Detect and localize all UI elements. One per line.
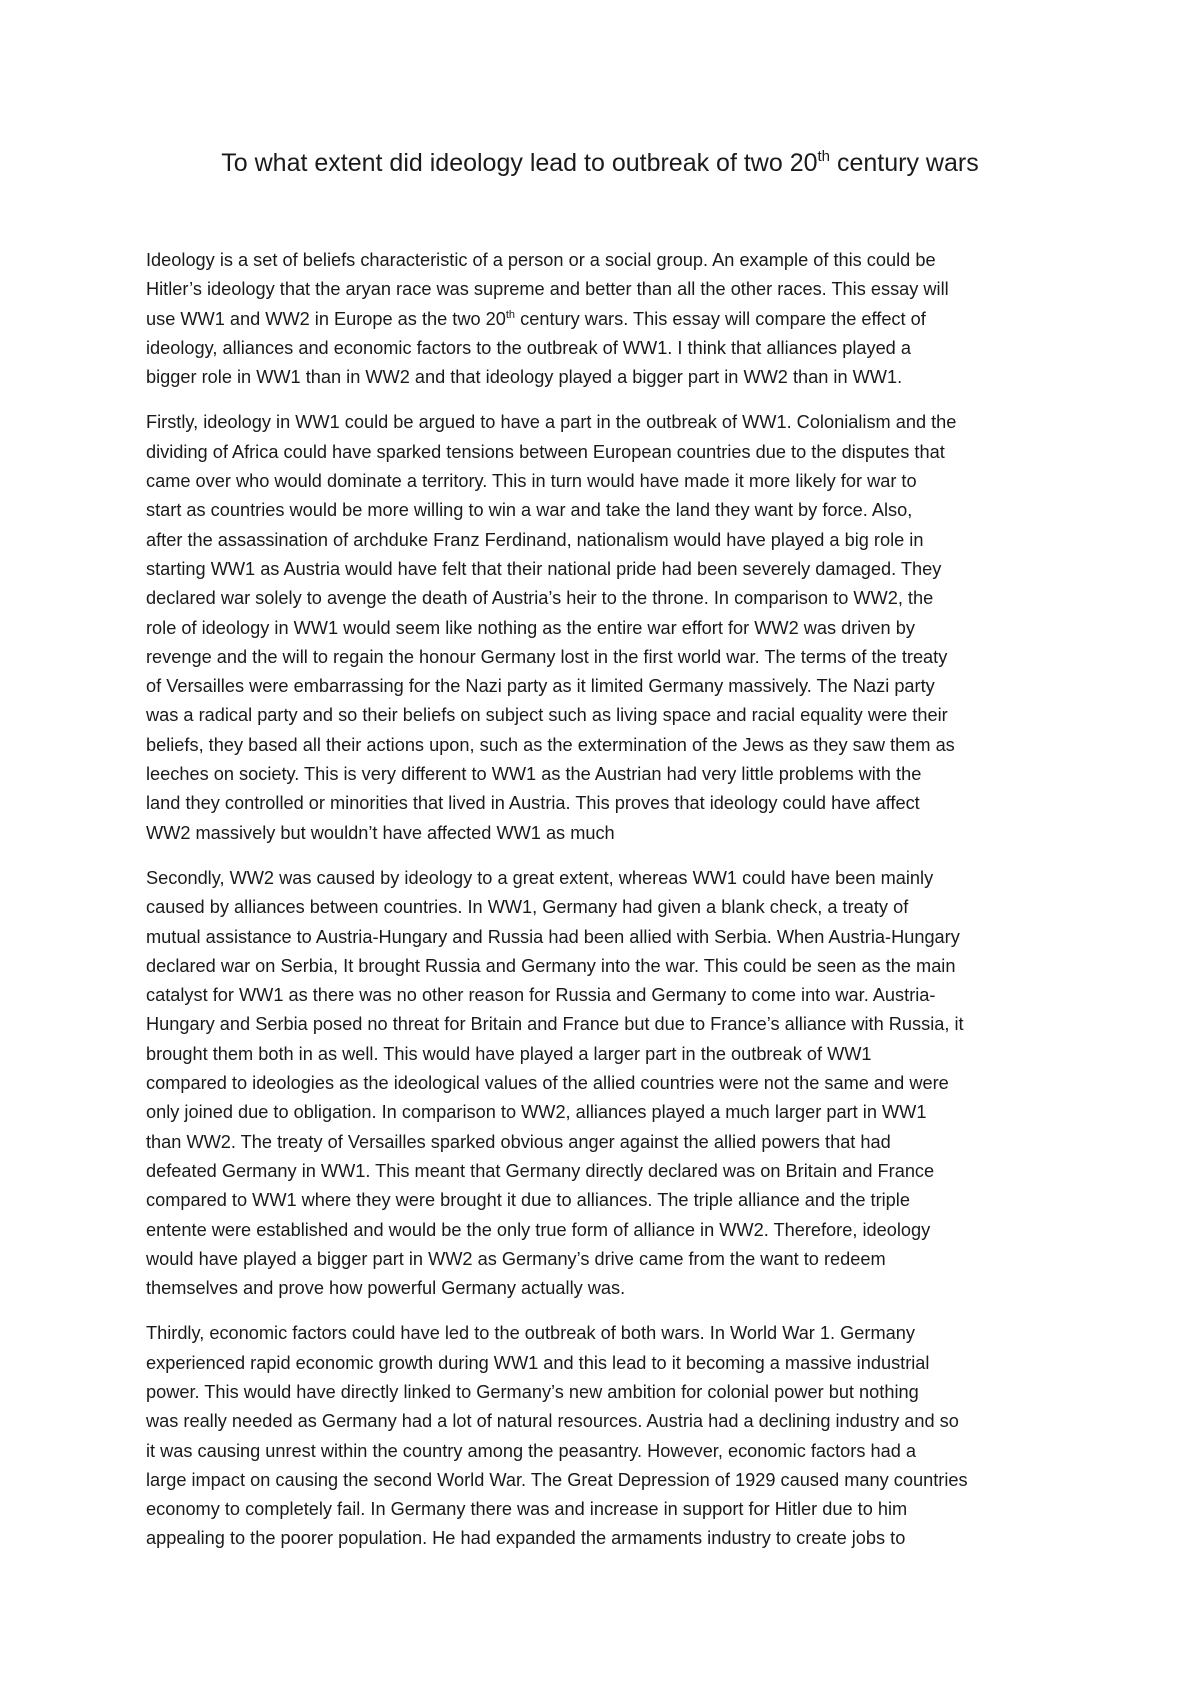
paragraph-line: Secondly, WW2 was caused by ideology to a great extent, whereas WW1 could have been mainly <box>146 867 934 888</box>
paragraph-line: would have played a bigger part in WW2 as Germany’s drive came from the want to redeem <box>146 1248 886 1269</box>
paragraph-line: power. This would have directly linked to Germany’s new ambition for colonial power but nothing <box>146 1381 919 1402</box>
paragraph-line: economy to completely fail. In Germany there was and increase in support for Hitler due to him <box>146 1499 908 1520</box>
paragraph-line: Thirdly, economic factors could have led to the outbreak of both wars. In World War 1. Germany <box>146 1323 915 1344</box>
essay-body <box>146 246 1071 1570</box>
paragraph-line: was a radical party and so their beliefs on subject such as living space and racial equality were their <box>146 705 948 726</box>
paragraph-line: came over who would dominate a territory. This in turn would have made it more likely for war to <box>146 471 917 492</box>
essay-paragraph <box>146 864 1071 1303</box>
essay-title <box>0 147 1200 179</box>
paragraph-line: declared war solely to avenge the death of Austria’s heir to the throne. In comparison to WW2, the <box>146 588 934 609</box>
paragraph-line: bigger role in WW1 than in WW2 and that ideology played a bigger part in WW2 than in WW1. <box>146 367 903 388</box>
paragraph-line: only joined due to obligation. In comparison to WW2, alliances played a much larger part in WW1 <box>146 1102 927 1123</box>
paragraph-line: WW2 massively but wouldn’t have affected WW1 as much <box>146 822 615 843</box>
paragraph-line: revenge and the will to regain the honour Germany lost in the first world war. The terms of the treaty <box>146 646 948 667</box>
essay-title-text: To what extent did ideology lead to outbreak of two 20 <box>221 149 818 177</box>
paragraph-line: was really needed as Germany had a lot of natural resources. Austria had a declining industry and so <box>146 1411 959 1432</box>
paragraph-line: compared to ideologies as the ideological values of the allied countries were not the same and were <box>146 1073 949 1094</box>
paragraph-line: themselves and prove how powerful Germany actually was. <box>146 1278 626 1299</box>
paragraph-line: starting WW1 as Austria would have felt that their national pride had been severely damaged. They <box>146 558 942 579</box>
essay-paragraph <box>146 1319 1071 1553</box>
line-text: use WW1 and WW2 in Europe as the two 20 <box>146 308 506 329</box>
line-text: century wars. This essay will compare the effect of <box>515 308 926 329</box>
paragraph-line: leeches on society. This is very different to WW1 as the Austrian had very little problems with the <box>146 764 922 785</box>
paragraph-line: large impact on causing the second World War. The Great Depression of 1929 caused many countries <box>146 1469 968 1490</box>
essay-title-superscript: th <box>817 147 831 165</box>
essay-paragraph <box>146 408 1071 847</box>
paragraph-line: caused by alliances between countries. In WW1, Germany had given a blank check, a treaty of <box>146 897 909 918</box>
paragraph-line: after the assassination of archduke Franz Ferdinand, nationalism would have played a big role in <box>146 529 924 550</box>
paragraph-line: start as countries would be more willing to win a war and take the land they want by force. Also, <box>146 500 913 521</box>
paragraph-line: declared war on Serbia, It brought Russia and Germany into the war. This could be seen as the main <box>146 955 956 976</box>
paragraph-line: of Versailles were embarrassing for the Nazi party as it limited Germany massively. The Nazi party <box>146 676 935 697</box>
paragraph-line <box>146 305 1071 334</box>
paragraph-line: experienced rapid economic growth during WW1 and this lead to it becoming a massive industrial <box>146 1352 930 1373</box>
essay-title-text-end: century wars <box>830 149 979 177</box>
paragraph-line: beliefs, they based all their actions upon, such as the extermination of the Jews as they saw them as <box>146 734 955 755</box>
essay-paragraph <box>146 246 1071 392</box>
paragraph-line: Firstly, ideology in WW1 could be argued to have a part in the outbreak of WW1. Colonialism and the <box>146 412 957 433</box>
paragraph-line: dividing of Africa could have sparked tensions between European countries due to the disputes that <box>146 441 945 462</box>
paragraph-line: role of ideology in WW1 would seem like nothing as the entire war effort for WW2 was driven by <box>146 617 915 638</box>
ordinal-superscript: th <box>505 308 516 321</box>
paragraph-line: entente were established and would be the only true form of alliance in WW2. Therefore, ideology <box>146 1219 931 1240</box>
paragraph-line: mutual assistance to Austria-Hungary and Russia had been allied with Serbia. When Austria-Hungary <box>146 926 960 947</box>
paragraph-line: Hungary and Serbia posed no threat for Britain and France but due to France’s alliance with Russia, it <box>146 1014 964 1035</box>
paragraph-line: it was causing unrest within the country among the peasantry. However, economic factors had a <box>146 1440 917 1461</box>
paragraph-line: defeated Germany in WW1. This meant that Germany directly declared was on Britain and France <box>146 1160 935 1181</box>
paragraph-line: appealing to the poorer population. He had expanded the armaments industry to create jobs to <box>146 1528 906 1549</box>
paragraph-line: compared to WW1 where they were brought it due to alliances. The triple alliance and the triple <box>146 1190 910 1211</box>
paragraph-line: brought them both in as well. This would have played a larger part in the outbreak of WW1 <box>146 1043 872 1064</box>
paragraph-line: Ideology is a set of beliefs characteristic of a person or a social group. An example of this could be <box>146 250 936 270</box>
paragraph-line: Hitler’s ideology that the aryan race was supreme and better than all the other races. This essay will <box>146 279 949 300</box>
paragraph-line: ideology, alliances and economic factors to the outbreak of WW1. I think that alliances played a <box>146 337 911 358</box>
paragraph-line: land they controlled or minorities that lived in Austria. This proves that ideology could have affect <box>146 793 920 814</box>
paragraph-line: catalyst for WW1 as there was no other reason for Russia and Germany to come into war. Austria- <box>146 985 936 1006</box>
paragraph-line: than WW2. The treaty of Versailles sparked obvious anger against the allied powers that had <box>146 1131 891 1152</box>
